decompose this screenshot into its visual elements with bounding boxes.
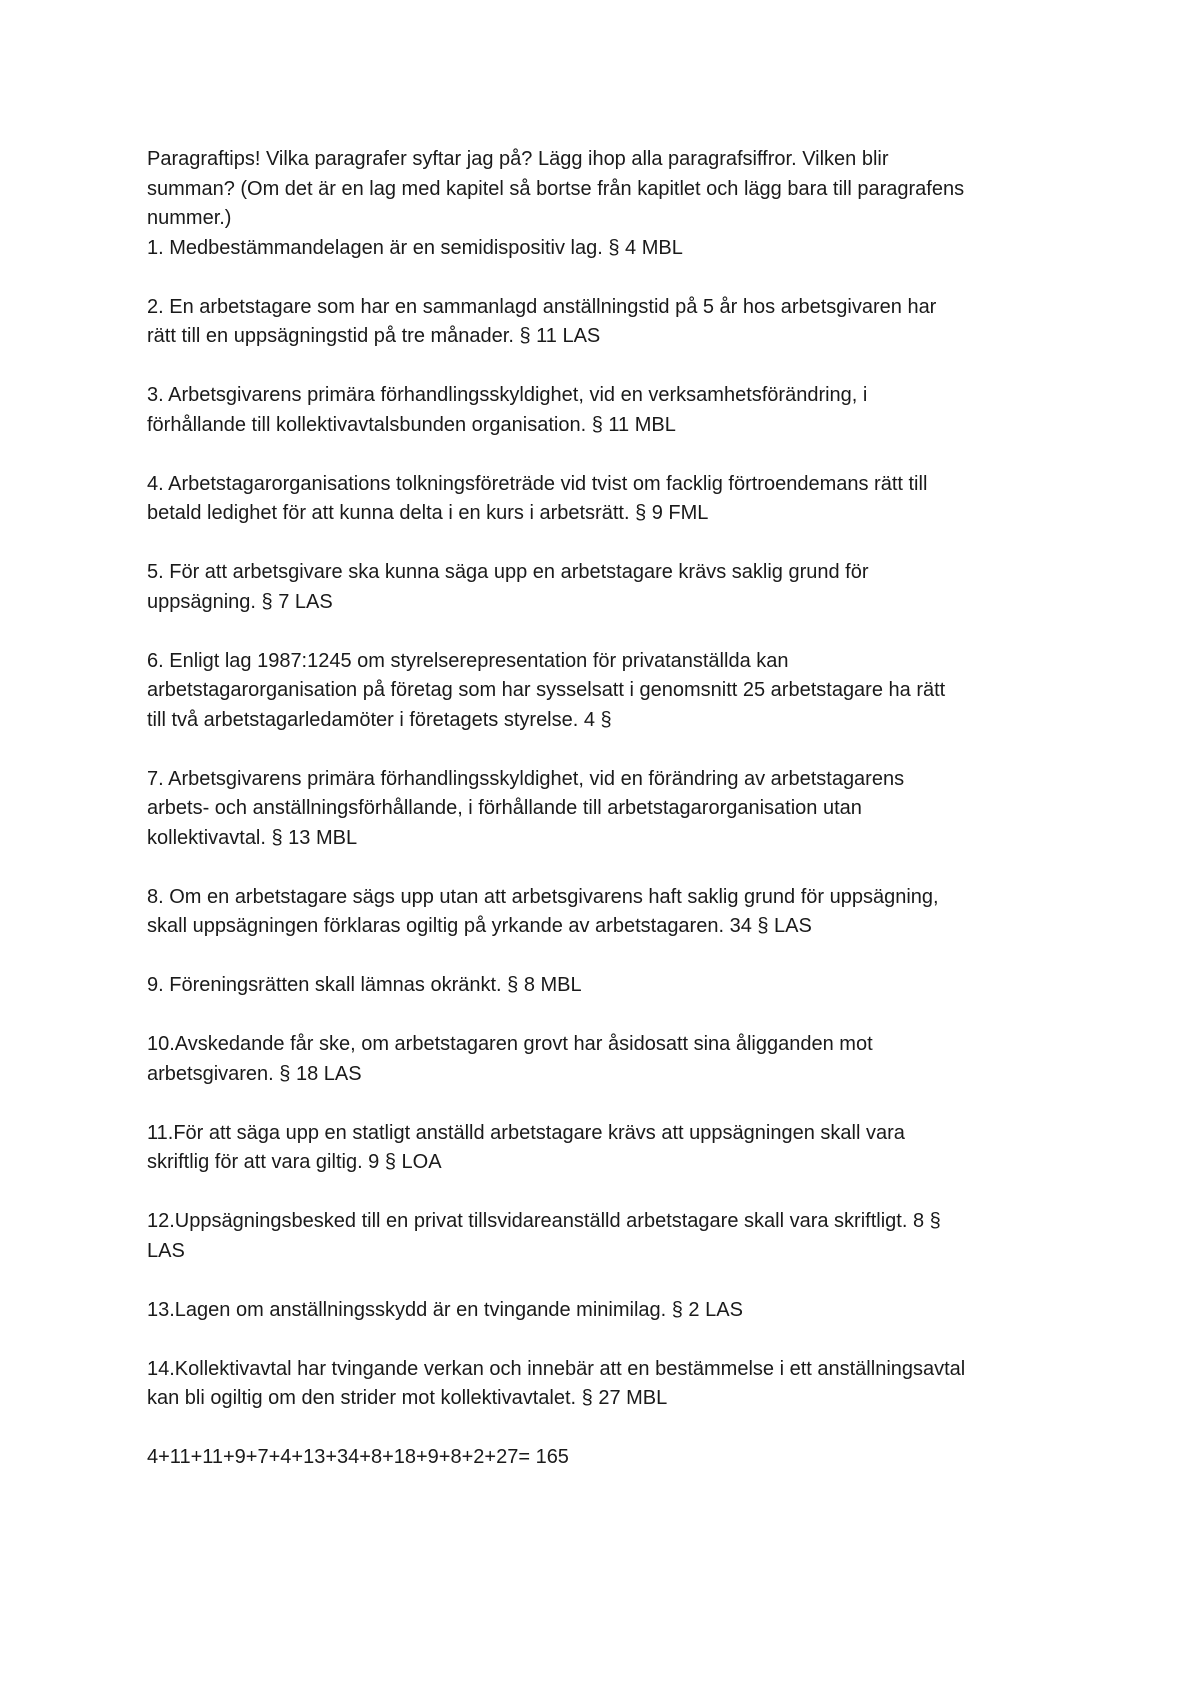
question-item-4: 4. Arbetstagarorganisations tolkningsföreträde vid tvist om facklig förtroendemans rätt till betald ledighet för att kunna delta i en kurs i arbetsrätt. § 9 FML xyxy=(147,472,928,524)
question-item-13: 13.Lagen om anställningsskydd är en tvingande minimilag. § 2 LAS xyxy=(147,1298,743,1321)
question-item-9: 9. Föreningsrätten skall lämnas okränkt. § 8 MBL xyxy=(147,974,582,996)
question-item-3: 3. Arbetsgivarens primära förhandlingsskyldighet, vid en verksamhetsförändring, i förhållande till kollektivavtalsbunden organisation. § 11 MBL xyxy=(147,384,868,436)
question-item-7: 7. Arbetsgivarens primära förhandlingsskyldighet, vid en förändring av arbetstagarens arbets- och anställningsförhållande, i förhållande till arbetstagarorganisation utan kollektivavtal. § 13 MBL xyxy=(147,767,905,849)
sum-line: 4+11+11+9+7+4+13+34+8+18+9+8+2+27= 165 xyxy=(147,1446,569,1468)
question-item-5: 5. För att arbetsgivare ska kunna säga upp en arbetstagare krävs saklig grund för uppsägning. § 7 LAS xyxy=(147,561,869,613)
intro-paragraph: Paragraftips! Vilka paragrafer syftar jag på? Lägg ihop alla paragrafsiffror. Vilken blir summan? (Om det är en lag med kapitel så bortse från kapitlet och lägg bara till paragrafens nummer.) xyxy=(147,148,965,229)
question-item-11: 11.För att säga upp en statligt anställd arbetstagare krävs att uppsägningen skall vara skriftlig för att vara giltig. 9 § LOA xyxy=(147,1121,905,1173)
question-item-14: 14.Kollektivavtal har tvingande verkan och innebär att en bestämmelse i ett anställningsavtal kan bli ogiltig om den strider mot kollektivavtalet. § 27 MBL xyxy=(147,1357,966,1409)
question-item-6: 6. Enligt lag 1987:1245 om styrelserepresentation för privatanställda kan arbetstagarorganisation på företag som har sysselsatt i genomsnitt 25 arbetstagare ha rätt till två arbetstagarledamöter i företagets styrelse. 4 § xyxy=(147,649,946,731)
question-item-12: 12.Uppsägningsbesked till en privat tillsvidareanställd arbetstagare skall vara skriftligt. 8 § LAS xyxy=(147,1210,941,1262)
question-item-1: 1. Medbestämmandelagen är en semidispositiv lag. § 4 MBL xyxy=(147,236,683,259)
document-body xyxy=(147,145,1077,1473)
question-item-2: 2. En arbetstagare som har en sammanlagd anställningstid på 5 år hos arbetsgivaren har rätt till en uppsägningstid på tre månader. § 11 LAS xyxy=(147,295,937,347)
question-item-8: 8. Om en arbetstagare sägs upp utan att arbetsgivarens haft saklig grund för uppsägning, skall uppsägningen förklaras ogiltig på yrkande av arbetstagaren. 34 § LAS xyxy=(147,885,939,937)
question-item-10: 10.Avskedande får ske, om arbetstagaren grovt har åsidosatt sina åligganden mot arbetsgivaren. § 18 LAS xyxy=(147,1033,873,1085)
